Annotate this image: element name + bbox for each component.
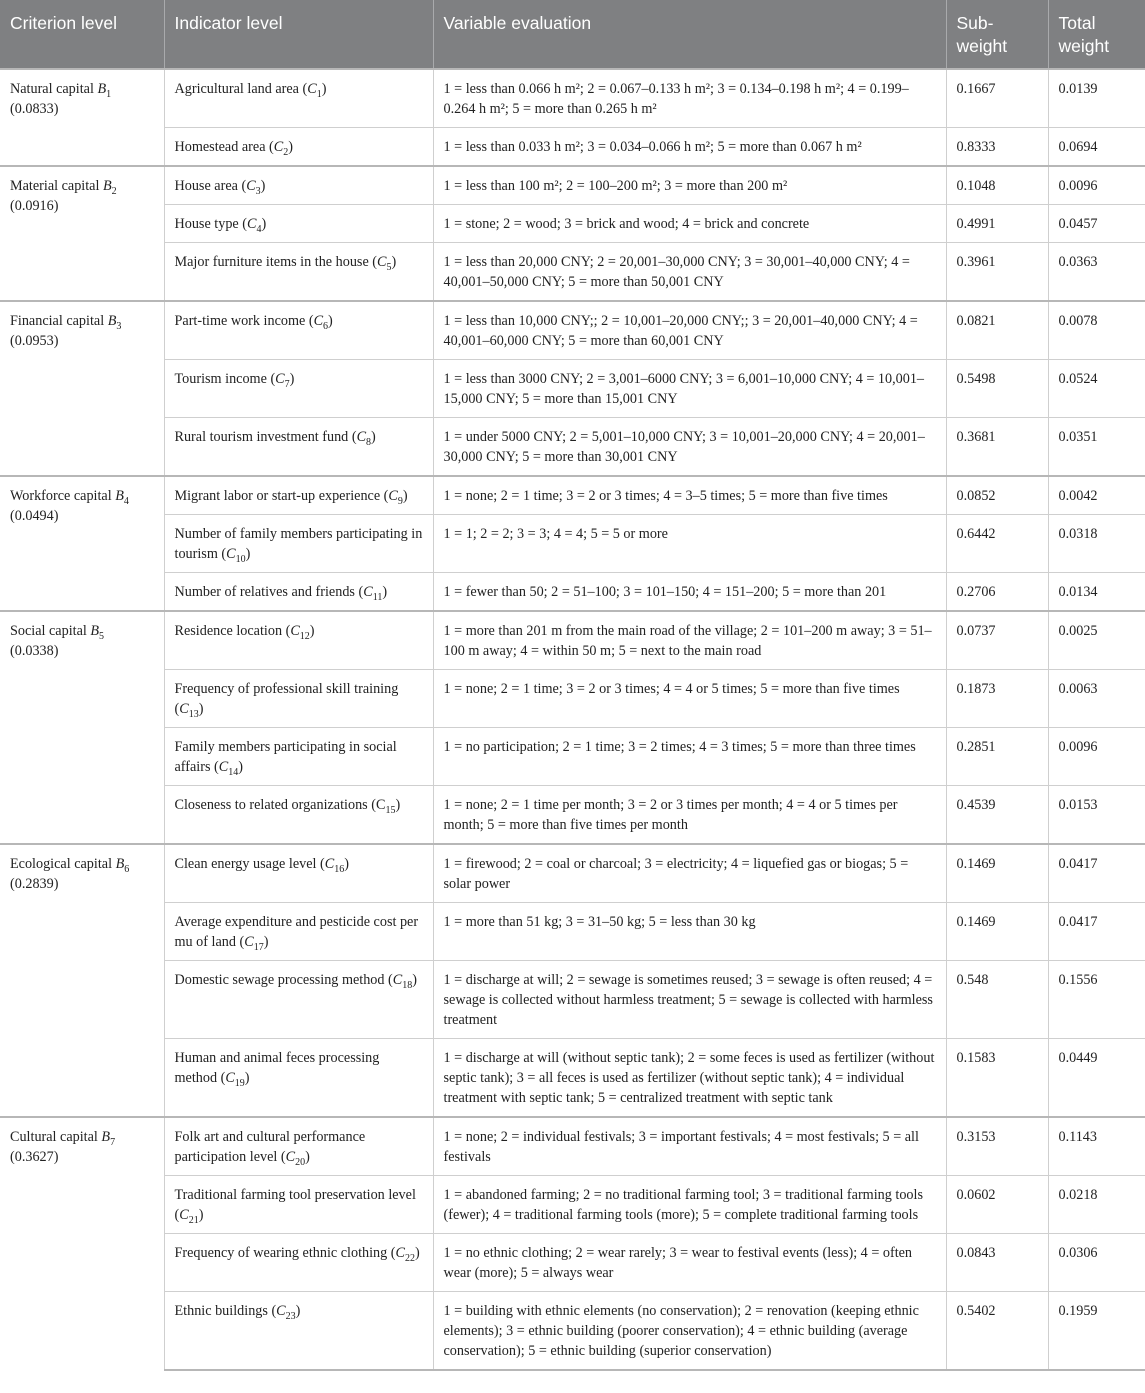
criterion-symbol: B — [97, 81, 107, 97]
total-weight-cell: 0.0063 — [1048, 670, 1145, 728]
variable-evaluation-cell: 1 = less than 10,000 CNY;; 2 = 10,001–20,000 CNY;; 3 = 20,001–40,000 CNY; 4 = 40,001–60,000 CNY; 5 = more than 60,001 CNY — [433, 301, 946, 360]
sub-weight-cell: 0.6442 — [946, 515, 1048, 573]
sub-weight-cell: 0.548 — [946, 961, 1048, 1039]
indicator-code-letter: C — [244, 934, 254, 950]
criterion-symbol: B — [101, 1129, 111, 1145]
table-row — [0, 1039, 1145, 1118]
indicator-cell: Part-time work income $(C_6)$ — [164, 301, 433, 360]
indicator-name: Homestead area ( — [174, 139, 274, 155]
criterion-subscript: 2 — [111, 185, 117, 197]
table-body — [0, 69, 1145, 1370]
indicator-name: Clean energy usage level ( — [174, 856, 325, 872]
criterion-weight: (0.0338) — [10, 643, 59, 659]
indicator-cell: Number of relatives and friends $(C_{11})$ — [164, 573, 433, 612]
indicator-name: Part-time work income ( — [174, 313, 314, 329]
indicator-code-letter: C — [275, 371, 285, 387]
sub-weight-cell: 0.1667 — [946, 69, 1048, 128]
variable-evaluation-cell: 1 = discharge at will; 2 = sewage is sometimes reused; 3 = sewage is often reused; 4 = sewage is collected without harmless treatment; 5 = sewage is collected with harmless treatment — [433, 961, 946, 1039]
total-weight-cell: 0.0449 — [1048, 1039, 1145, 1118]
table-row — [0, 786, 1145, 845]
table-row — [0, 670, 1145, 728]
indicator-code-number: 17 — [253, 941, 264, 953]
variable-evaluation-cell: 1 = less than 0.066 h m²; 2 = 0.067–0.133 h m²; 3 = 0.134–0.198 h m²; 4 = 0.199–0.264 h m²; 5 = more than 0.265 h m² — [433, 69, 946, 128]
indicator-code-number: 11 — [372, 591, 383, 603]
indicator-cell: Residence location $(C_{12})$ — [164, 611, 433, 670]
indicator-code-number: 18 — [402, 979, 413, 991]
total-weight-cell: 0.0042 — [1048, 476, 1145, 515]
variable-evaluation-cell: 1 = building with ethnic elements (no conservation); 2 = renovation (keeping ethnic elements); 3 = ethnic building (poorer conservation); 4 = ethnic building (average conservation); 5 = ethnic building (superior conservation) — [433, 1292, 946, 1371]
criterion-label: Material capital — [10, 178, 100, 194]
total-weight-cell: 0.0096 — [1048, 166, 1145, 205]
indicator-name: House area ( — [174, 178, 247, 194]
table-row — [0, 961, 1145, 1039]
total-weight-cell: 0.1556 — [1048, 961, 1145, 1039]
indicator-cell: Human and animal feces processing method $(C_{19})$ — [164, 1039, 433, 1118]
variable-evaluation-cell: 1 = no participation; 2 = 1 time; 3 = 2 times; 4 = 3 times; 5 = more than three times — [433, 728, 946, 786]
indicator-name: Migrant labor or start-up experience ( — [174, 488, 389, 504]
variable-evaluation-cell: 1 = discharge at will (without septic tank); 2 = some feces is used as fertilizer (without septic tank); 3 = all feces is used as fertilizer (without septic tank); 4 = individual treatment with septic tank; 5 = centralized treatment with septic tank — [433, 1039, 946, 1118]
table-row — [0, 418, 1145, 477]
header-variable-evaluation: Variable evaluation — [433, 0, 946, 69]
sub-weight-cell: 0.4539 — [946, 786, 1048, 845]
indicator-name: Frequency of wearing ethnic clothing ( — [174, 1245, 396, 1261]
variable-evaluation-cell: 1 = less than 0.033 h m²; 3 = 0.034–0.066 h m²; 5 = more than 0.067 h m² — [433, 128, 946, 167]
indicator-name: Traditional farming tool preservation level ( — [174, 1187, 416, 1223]
total-weight-cell: 0.1143 — [1048, 1117, 1145, 1176]
indicator-cell: Folk art and cultural performance participation level $(C_{20})$ — [164, 1117, 433, 1176]
table-row — [0, 360, 1145, 418]
table-row — [0, 1117, 1145, 1176]
indicator-code-letter: C — [247, 216, 257, 232]
variable-evaluation-cell: 1 = less than 20,000 CNY; 2 = 20,001–30,000 CNY; 3 = 30,001–40,000 CNY; 4 = 40,001–50,000 CNY; 5 = more than 50,001 CNY — [433, 243, 946, 302]
variable-evaluation-cell: 1 = stone; 2 = wood; 3 = brick and wood; 4 = brick and concrete — [433, 205, 946, 243]
indicator-cell: Tourism income $(C_7)$ — [164, 360, 433, 418]
indicator-cell: Family members participating in social affairs $(C_{14})$ — [164, 728, 433, 786]
sub-weight-cell: 0.2706 — [946, 573, 1048, 612]
criterion-label: Financial capital — [10, 313, 105, 329]
total-weight-cell: 0.0096 — [1048, 728, 1145, 786]
header-criterion-level: Criterion level — [0, 0, 164, 69]
indicator-name: Tourism income ( — [174, 371, 276, 387]
sub-weight-cell: 0.0852 — [946, 476, 1048, 515]
indicator-code-letter: C — [388, 488, 398, 504]
table-row — [0, 844, 1145, 903]
sub-weight-cell: 0.3153 — [946, 1117, 1048, 1176]
table-row — [0, 515, 1145, 573]
variable-evaluation-cell: 1 = none; 2 = 1 time; 3 = 2 or 3 times; 4 = 4 or 5 times; 5 = more than five times — [433, 670, 946, 728]
indicator-code-letter: C — [324, 856, 335, 872]
indicator-code-letter: C — [179, 701, 189, 717]
criterion-subscript: 1 — [106, 88, 112, 100]
criterion-subscript: 5 — [99, 630, 105, 642]
table-row — [0, 128, 1145, 167]
indicator-cell: Frequency of professional skill training $(C_{13})$ — [164, 670, 433, 728]
table-row — [0, 611, 1145, 670]
indicator-code-number: 1 — [316, 88, 322, 100]
indicator-cell: Number of family members participating in tourism $(C_{10})$ — [164, 515, 433, 573]
sub-weight-cell: 0.1583 — [946, 1039, 1048, 1118]
indicator-code-number: 16 — [334, 863, 345, 875]
indicator-code-letter: C — [313, 313, 324, 329]
indicator-name: Rural tourism investment fund ( — [174, 429, 357, 445]
table-row — [0, 1292, 1145, 1371]
indicator-code-number: 19 — [234, 1077, 245, 1089]
indicator-name: Frequency of professional skill training ( — [174, 681, 399, 717]
criterion-cell — [0, 611, 164, 844]
criterion-label: Social capital — [10, 623, 87, 639]
sub-weight-cell: 0.0602 — [946, 1176, 1048, 1234]
indicator-cell: Domestic sewage processing method $(C_{18})$ — [164, 961, 433, 1039]
criterion-weight: (0.0833) — [10, 101, 59, 117]
sub-weight-cell: 0.2851 — [946, 728, 1048, 786]
total-weight-cell: 0.0318 — [1048, 515, 1145, 573]
table-row — [0, 728, 1145, 786]
total-weight-cell: 0.1959 — [1048, 1292, 1145, 1371]
criterion-subscript: 4 — [123, 495, 129, 507]
criterion-symbol: B — [102, 178, 112, 194]
indicator-code-number: 8 — [366, 436, 372, 448]
total-weight-cell: 0.0306 — [1048, 1234, 1145, 1292]
criterion-weight: (0.0916) — [10, 198, 59, 214]
sub-weight-cell: 0.1469 — [946, 903, 1048, 961]
total-weight-cell: 0.0417 — [1048, 903, 1145, 961]
indicator-name: Number of relatives and friends ( — [174, 584, 364, 600]
indicator-code-number: 15 — [385, 804, 396, 816]
indicator-code-letter: C — [363, 584, 373, 600]
variable-evaluation-cell: 1 = none; 2 = 1 time per month; 3 = 2 or 3 times per month; 4 = 4 or 5 times per month; 5 = more than five times per month — [433, 786, 946, 845]
indicator-code-number: 10 — [235, 553, 246, 565]
criterion-subscript: 7 — [110, 1136, 116, 1148]
indicator-code-letter: C — [395, 1245, 405, 1261]
indicator-name: Human and animal feces processing method ( — [174, 1050, 380, 1086]
table-row — [0, 205, 1145, 243]
indicator-name: Domestic sewage processing method ( — [174, 972, 393, 988]
variable-evaluation-cell: 1 = under 5000 CNY; 2 = 5,001–10,000 CNY; 3 = 10,001–20,000 CNY; 4 = 20,001–30,000 CNY; 5 = more than 30,001 CNY — [433, 418, 946, 477]
total-weight-cell: 0.0218 — [1048, 1176, 1145, 1234]
indicator-code-letter: C — [285, 1149, 296, 1165]
total-weight-cell: 0.0457 — [1048, 205, 1145, 243]
indicator-code-letter: C — [218, 759, 229, 775]
table-row — [0, 1234, 1145, 1292]
indicator-name: Agricultural land area ( — [174, 81, 308, 97]
indicator-code-letter: C — [276, 1303, 286, 1319]
indicator-code-letter: C — [377, 254, 387, 270]
indicator-code-letter: C — [225, 1070, 235, 1086]
indicator-cell: Rural tourism investment fund $(C_8)$ — [164, 418, 433, 477]
total-weight-cell: 0.0153 — [1048, 786, 1145, 845]
indicator-code-letter: C — [273, 139, 284, 155]
header-indicator-level: Indicator level — [164, 0, 433, 69]
table-row — [0, 243, 1145, 302]
header-total-weight: Total weight — [1048, 0, 1145, 69]
sub-weight-cell: 0.3961 — [946, 243, 1048, 302]
indicator-cell: House type $(C_4)$ — [164, 205, 433, 243]
variable-evaluation-cell: 1 = abandoned farming; 2 = no traditional farming tool; 3 = traditional farming tools (fewer); 4 = traditional farming tools (more); 5 = complete traditional farming tools — [433, 1176, 946, 1234]
sub-weight-cell: 0.1048 — [946, 166, 1048, 205]
criterion-cell — [0, 844, 164, 1117]
total-weight-cell: 0.0363 — [1048, 243, 1145, 302]
criterion-weight: (0.3627) — [10, 1149, 59, 1165]
indicator-code-number: 2 — [283, 146, 289, 158]
indicator-code-number: 21 — [188, 1214, 199, 1226]
indicator-code-letter: C — [179, 1207, 189, 1223]
criterion-label: Natural capital — [10, 81, 94, 97]
criterion-weight: (0.0494) — [10, 508, 59, 524]
criterion-subscript: 6 — [124, 863, 130, 875]
indicator-code-number: 9 — [397, 495, 403, 507]
total-weight-cell: 0.0134 — [1048, 573, 1145, 612]
sub-weight-cell: 0.8333 — [946, 128, 1048, 167]
variable-evaluation-cell: 1 = 1; 2 = 2; 3 = 3; 4 = 4; 5 = 5 or more — [433, 515, 946, 573]
indicator-cell: Migrant labor or start-up experience $(C_9)$ — [164, 476, 433, 515]
indicator-name: Number of family members participating in tourism ( — [174, 526, 423, 562]
sub-weight-cell: 0.0737 — [946, 611, 1048, 670]
criterion-symbol: B — [115, 488, 124, 504]
indicator-code-number: 12 — [299, 630, 310, 642]
indicator-name: Average expenditure and pesticide cost per mu of land ( — [174, 914, 419, 950]
criterion-cell — [0, 301, 164, 476]
indicator-cell: Average expenditure and pesticide cost per mu of land $(C_{17})$ — [164, 903, 433, 961]
table-row — [0, 903, 1145, 961]
indicator-code-letter: C — [307, 81, 317, 97]
sub-weight-cell: 0.5402 — [946, 1292, 1048, 1371]
header-sub-weight: Sub-weight — [946, 0, 1048, 69]
indicator-name: Ethnic buildings ( — [174, 1303, 277, 1319]
criterion-symbol: B — [107, 313, 117, 329]
indicator-code-number: 5 — [386, 261, 392, 273]
criterion-symbol: B — [90, 623, 100, 639]
indicator-code-number: 6 — [323, 320, 329, 332]
indicator-code-letter: C — [356, 429, 367, 445]
indicator-code-letter: C — [226, 546, 236, 562]
indicator-code-number: 22 — [404, 1252, 415, 1264]
table-row — [0, 573, 1145, 612]
sub-weight-cell: 0.4991 — [946, 205, 1048, 243]
indicator-code-number: 20 — [295, 1156, 306, 1168]
indicator-code-number: 4 — [256, 223, 262, 235]
indicator-code-letter: C — [290, 623, 300, 639]
table-row — [0, 476, 1145, 515]
indicator-code-number: 14 — [228, 766, 239, 778]
indicator-code-number: 3 — [255, 185, 261, 197]
criterion-cell — [0, 1117, 164, 1370]
variable-evaluation-cell: 1 = no ethnic clothing; 2 = wear rarely; 3 = wear to festival events (less); 4 = often wear (more); 5 = always wear — [433, 1234, 946, 1292]
variable-evaluation-cell: 1 = more than 201 m from the main road of the village; 2 = 101–200 m away; 3 = 51–100 m away; 4 = within 50 m; 5 = next to the main road — [433, 611, 946, 670]
total-weight-cell: 0.0694 — [1048, 128, 1145, 167]
table-row — [0, 1176, 1145, 1234]
table-row — [0, 69, 1145, 128]
variable-evaluation-cell: 1 = fewer than 50; 2 = 51–100; 3 = 101–150; 4 = 151–200; 5 = more than 201 — [433, 573, 946, 612]
criterion-weight: (0.2839) — [10, 876, 59, 892]
variable-evaluation-cell: 1 = firewood; 2 = coal or charcoal; 3 = electricity; 4 = liquefied gas or biogas; 5 = solar power — [433, 844, 946, 903]
total-weight-cell: 0.0417 — [1048, 844, 1145, 903]
indicator-name: Family members participating in social affairs ( — [174, 739, 397, 775]
total-weight-cell: 0.0524 — [1048, 360, 1145, 418]
indicator-code-letter: C — [246, 178, 256, 194]
sub-weight-cell: 0.0843 — [946, 1234, 1048, 1292]
indicator-name: House type ( — [174, 216, 247, 232]
total-weight-cell: 0.0078 — [1048, 301, 1145, 360]
sub-weight-cell: 0.0821 — [946, 301, 1048, 360]
indicator-name: Major furniture items in the house ( — [174, 254, 378, 270]
header-row — [0, 0, 1145, 69]
indicator-cell: Clean energy usage level $(C_{16})$ — [164, 844, 433, 903]
sub-weight-cell: 0.3681 — [946, 418, 1048, 477]
indicator-cell: Major furniture items in the house $(C_5)$ — [164, 243, 433, 302]
criterion-label: Cultural capital — [10, 1129, 98, 1145]
sub-weight-cell: 0.1873 — [946, 670, 1048, 728]
indicator-code-number: 7 — [284, 378, 290, 390]
criterion-cell — [0, 166, 164, 301]
variable-evaluation-cell: 1 = none; 2 = individual festivals; 3 = important festivals; 4 = most festivals; 5 = all festivals — [433, 1117, 946, 1176]
indicator-cell: Frequency of wearing ethnic clothing $(C_{22})$ — [164, 1234, 433, 1292]
variable-evaluation-cell: 1 = more than 51 kg; 3 = 31–50 kg; 5 = less than 30 kg — [433, 903, 946, 961]
sub-weight-cell: 0.1469 — [946, 844, 1048, 903]
criterion-subscript: 3 — [116, 320, 122, 332]
criterion-cell — [0, 476, 164, 611]
indicator-cell: Traditional farming tool preservation level $(C_{21})$ — [164, 1176, 433, 1234]
variable-evaluation-cell: 1 = none; 2 = 1 time; 3 = 2 or 3 times; 4 = 3–5 times; 5 = more than five times — [433, 476, 946, 515]
variable-evaluation-cell: 1 = less than 100 m²; 2 = 100–200 m²; 3 = more than 200 m² — [433, 166, 946, 205]
indicator-code-number: 23 — [285, 1310, 296, 1322]
table-row — [0, 166, 1145, 205]
indicator-name: Closeness to related organizations ( — [174, 797, 376, 813]
total-weight-cell: 0.0025 — [1048, 611, 1145, 670]
indicator-code-letter: C — [375, 797, 386, 813]
criterion-label: Workforce capital — [10, 488, 112, 504]
criterion-symbol: B — [115, 856, 125, 872]
criterion-weight: (0.0953) — [10, 333, 59, 349]
indicator-cell: Closeness to related organizations $(C_{15})$ — [164, 786, 433, 845]
indicator-cell: House area $(C_3)$ — [164, 166, 433, 205]
indicator-name: Folk art and cultural performance participation level ( — [174, 1129, 366, 1165]
indicator-cell: Homestead area $(C_2)$ — [164, 128, 433, 167]
indicator-code-number: 13 — [188, 708, 199, 720]
total-weight-cell: 0.0351 — [1048, 418, 1145, 477]
criterion-cell — [0, 69, 164, 166]
indicator-cell: Ethnic buildings $(C_{23})$ — [164, 1292, 433, 1371]
criterion-label: Ecological capital — [10, 856, 113, 872]
indicator-cell: Agricultural land area $(C_1)$ — [164, 69, 433, 128]
sub-weight-cell: 0.5498 — [946, 360, 1048, 418]
total-weight-cell: 0.0139 — [1048, 69, 1145, 128]
indicator-code-letter: C — [392, 972, 403, 988]
table-row — [0, 301, 1145, 360]
variable-evaluation-cell: 1 = less than 3000 CNY; 2 = 3,001–6000 CNY; 3 = 6,001–10,000 CNY; 4 = 10,001–15,000 CNY; 5 = more than 15,001 CNY — [433, 360, 946, 418]
indicator-name: Residence location ( — [174, 623, 291, 639]
